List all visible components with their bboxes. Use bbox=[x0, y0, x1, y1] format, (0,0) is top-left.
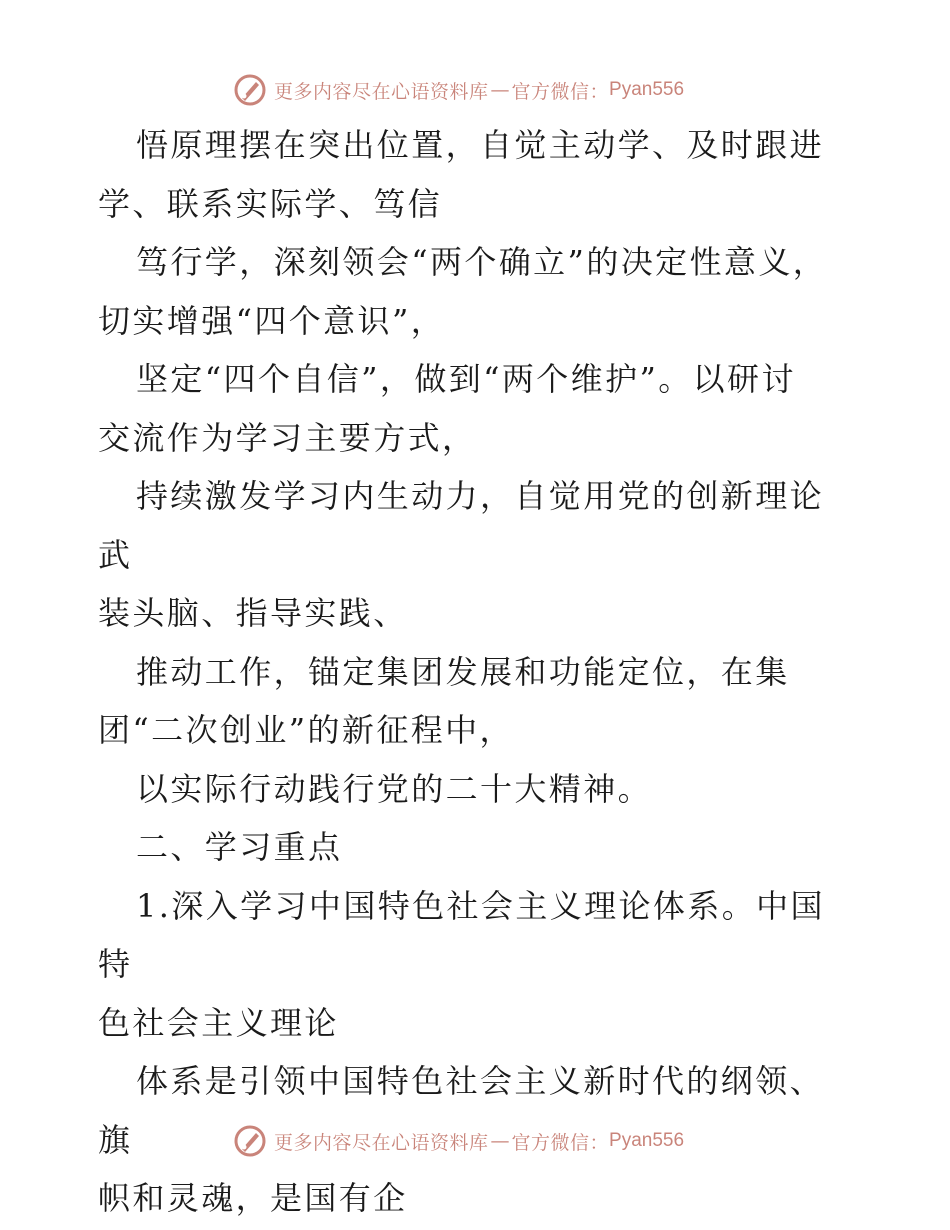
text-line: 交流作为学习主要方式， bbox=[98, 418, 477, 457]
text-line: 悟原理摆在突出位置，自觉主动学、及时跟进 bbox=[136, 126, 825, 164]
watermark-text: 更多内容尽在心语资料库 bbox=[274, 1131, 489, 1154]
footer-watermark bbox=[232, 1121, 684, 1161]
watermark-id: Pyan556 bbox=[609, 79, 685, 100]
text-line: 推动工作，锚定集团发展和功能定位，在集 bbox=[136, 652, 790, 691]
text-line: 体系是引领中国特色社会主义新时代的纲领、旗 bbox=[98, 1062, 825, 1159]
text-line: 学、联系实际学、笃信 bbox=[98, 184, 443, 223]
watermark-label: 官方微信： bbox=[511, 1131, 610, 1154]
watermark-text: 更多内容尽在心语资料库 bbox=[274, 80, 489, 103]
text-line: 1.深入学习中国特色社会主义理论体系。中国特 bbox=[98, 886, 825, 983]
watermark-dash: — bbox=[490, 79, 510, 101]
header-watermark bbox=[232, 70, 684, 110]
section-heading: 二、学习重点 bbox=[136, 828, 343, 866]
document-body bbox=[98, 116, 858, 1228]
watermark-id: Pyan556 bbox=[609, 1130, 685, 1151]
text-line: 团“二次创业”的新征程中， bbox=[98, 711, 514, 749]
text-line: 切实增强“四个意识”， bbox=[98, 301, 446, 340]
pen-seal-icon bbox=[232, 72, 268, 108]
text-line: 以实际行动践行党的二十大精神。 bbox=[136, 769, 653, 808]
watermark-dash: — bbox=[490, 1130, 510, 1152]
text-line: 持续激发学习内生动力，自觉用党的创新理论武 bbox=[98, 477, 825, 574]
watermark-label: 官方微信： bbox=[511, 80, 610, 103]
text-line: 坚定“四个自信”，做到“两个维护”。以研讨 bbox=[136, 360, 796, 398]
text-line: 笃行学，深刻领会“两个确立”的决定性意义， bbox=[136, 243, 828, 281]
text-line: 装头脑、指导实践、 bbox=[98, 594, 408, 632]
text-line: 帜和灵魂，是国有企 bbox=[98, 1179, 408, 1217]
pen-seal-icon bbox=[232, 1123, 268, 1159]
text-line: 色社会主义理论 bbox=[98, 1003, 339, 1042]
